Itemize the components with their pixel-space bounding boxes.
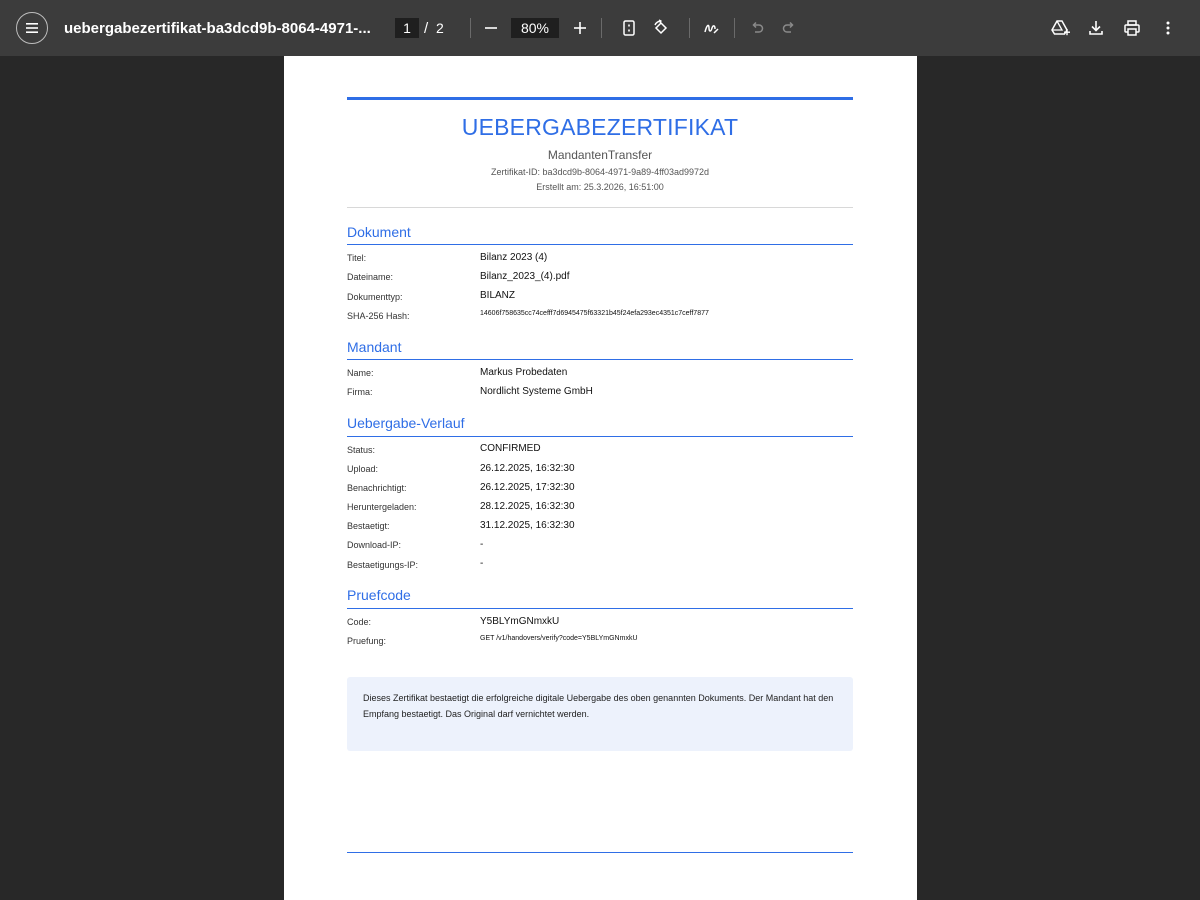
download-icon (1087, 19, 1105, 37)
page-number-input[interactable] (395, 18, 419, 38)
redo-button[interactable] (777, 16, 801, 40)
row-label: SHA-256 Hash: (347, 311, 410, 321)
row-value: Nordlicht Systeme GmbH (480, 386, 593, 397)
certificate-title: UEBERGABEZERTIFIKAT (461, 114, 739, 140)
row-label: Dokumenttyp: (347, 292, 403, 302)
row-value: BILANZ (480, 290, 516, 301)
certificate-id: Zertifikat-ID: ba3dcd9b-8064-4971-9a89-4ff03ad9972d (491, 167, 709, 177)
row-label: Pruefung: (347, 636, 387, 646)
row-value: 28.12.2025, 16:32:30 (480, 501, 575, 512)
add-to-drive-button[interactable] (1048, 16, 1072, 40)
certificate-date: Erstellt am: 25.3.2026, 16:51:00 (536, 182, 664, 192)
row-label: Code: (347, 617, 372, 627)
footer-rule (347, 852, 853, 853)
page-separator: / (424, 19, 429, 37)
document-title: uebergabezertifikat-ba3dcd9b-8064-4971-... (64, 19, 371, 37)
section-rule (347, 436, 853, 437)
section-rule (347, 359, 853, 360)
row-value: - (480, 558, 484, 569)
toolbar-divider (470, 18, 471, 38)
toolbar-divider (689, 18, 690, 38)
fit-page-button[interactable] (617, 16, 641, 40)
toolbar-divider (601, 18, 602, 38)
row-value: Bilanz 2023 (4) (480, 252, 548, 263)
row-value: Markus Probedaten (480, 367, 568, 378)
certificate-subtitle: MandantenTransfer (547, 148, 653, 162)
more-vert-icon (1160, 20, 1176, 36)
download-button[interactable] (1084, 16, 1108, 40)
section-heading-dokument: Dokument (347, 224, 411, 240)
row-value-hash: 14606f758635cc74cefff7d6945475f63321b45f24efa293ec4351c7ceff7877 (480, 310, 709, 317)
pdf-page (284, 56, 917, 900)
row-value: 26.12.2025, 16:32:30 (480, 463, 575, 474)
rotate-icon (652, 19, 670, 37)
row-label: Bestaetigt: (347, 521, 390, 531)
plus-icon (573, 21, 587, 35)
section-heading-pruefcode: Pruefcode (347, 587, 411, 603)
zoom-out-button[interactable] (480, 16, 502, 40)
row-value-code: Y5BLYmGNmxkU (480, 616, 560, 627)
row-label: Dateiname: (347, 272, 394, 282)
section-rule (347, 244, 853, 245)
row-value: 31.12.2025, 16:32:30 (480, 520, 575, 531)
pdf-toolbar (0, 0, 1200, 56)
draw-icon (702, 19, 720, 37)
section-heading-mandant: Mandant (347, 339, 402, 355)
redo-icon (781, 20, 797, 36)
row-label: Firma: (347, 387, 373, 397)
row-label: Status: (347, 445, 376, 455)
row-value: - (480, 539, 484, 550)
row-value: 26.12.2025, 17:32:30 (480, 482, 575, 493)
row-label: Download-IP: (347, 540, 402, 550)
minus-icon (484, 21, 498, 35)
print-button[interactable] (1120, 16, 1144, 40)
header-rule (347, 97, 853, 100)
fit-page-icon (620, 19, 638, 37)
undo-button[interactable] (745, 16, 769, 40)
page-total: 2 (436, 20, 444, 36)
more-options-button[interactable] (1156, 16, 1180, 40)
row-label: Upload: (347, 464, 379, 474)
undo-icon (749, 20, 765, 36)
row-value-status: CONFIRMED (480, 443, 541, 454)
section-rule (347, 608, 853, 609)
confirmation-note: Dieses Zertifikat bestaetigt die erfolgreiche digitale Uebergabe des oben genannten Dokuments. Der Mandant hat den Empfang bestaetigt. Das Original darf vernichtet werden. (347, 677, 853, 751)
rotate-button[interactable] (649, 16, 673, 40)
row-label: Benachrichtigt: (347, 483, 407, 493)
section-heading-verlauf: Uebergabe-Verlauf (347, 415, 465, 431)
zoom-in-button[interactable] (569, 16, 591, 40)
print-icon (1123, 19, 1141, 37)
row-label: Bestaetigungs-IP: (347, 560, 419, 570)
divider (347, 207, 853, 208)
drive-add-icon (1050, 18, 1070, 38)
row-label: Name: (347, 368, 374, 378)
row-label: Titel: (347, 253, 367, 263)
zoom-input[interactable] (511, 18, 559, 38)
row-value: Bilanz_2023_(4).pdf (480, 271, 570, 282)
menu-icon (24, 20, 40, 36)
row-value-verify: GET /v1/handovers/verify?code=Y5BLYmGNmxkU (480, 635, 638, 642)
toolbar-divider (734, 18, 735, 38)
row-label: Heruntergeladen: (347, 502, 417, 512)
draw-button[interactable] (699, 16, 723, 40)
menu-button[interactable] (16, 12, 48, 44)
